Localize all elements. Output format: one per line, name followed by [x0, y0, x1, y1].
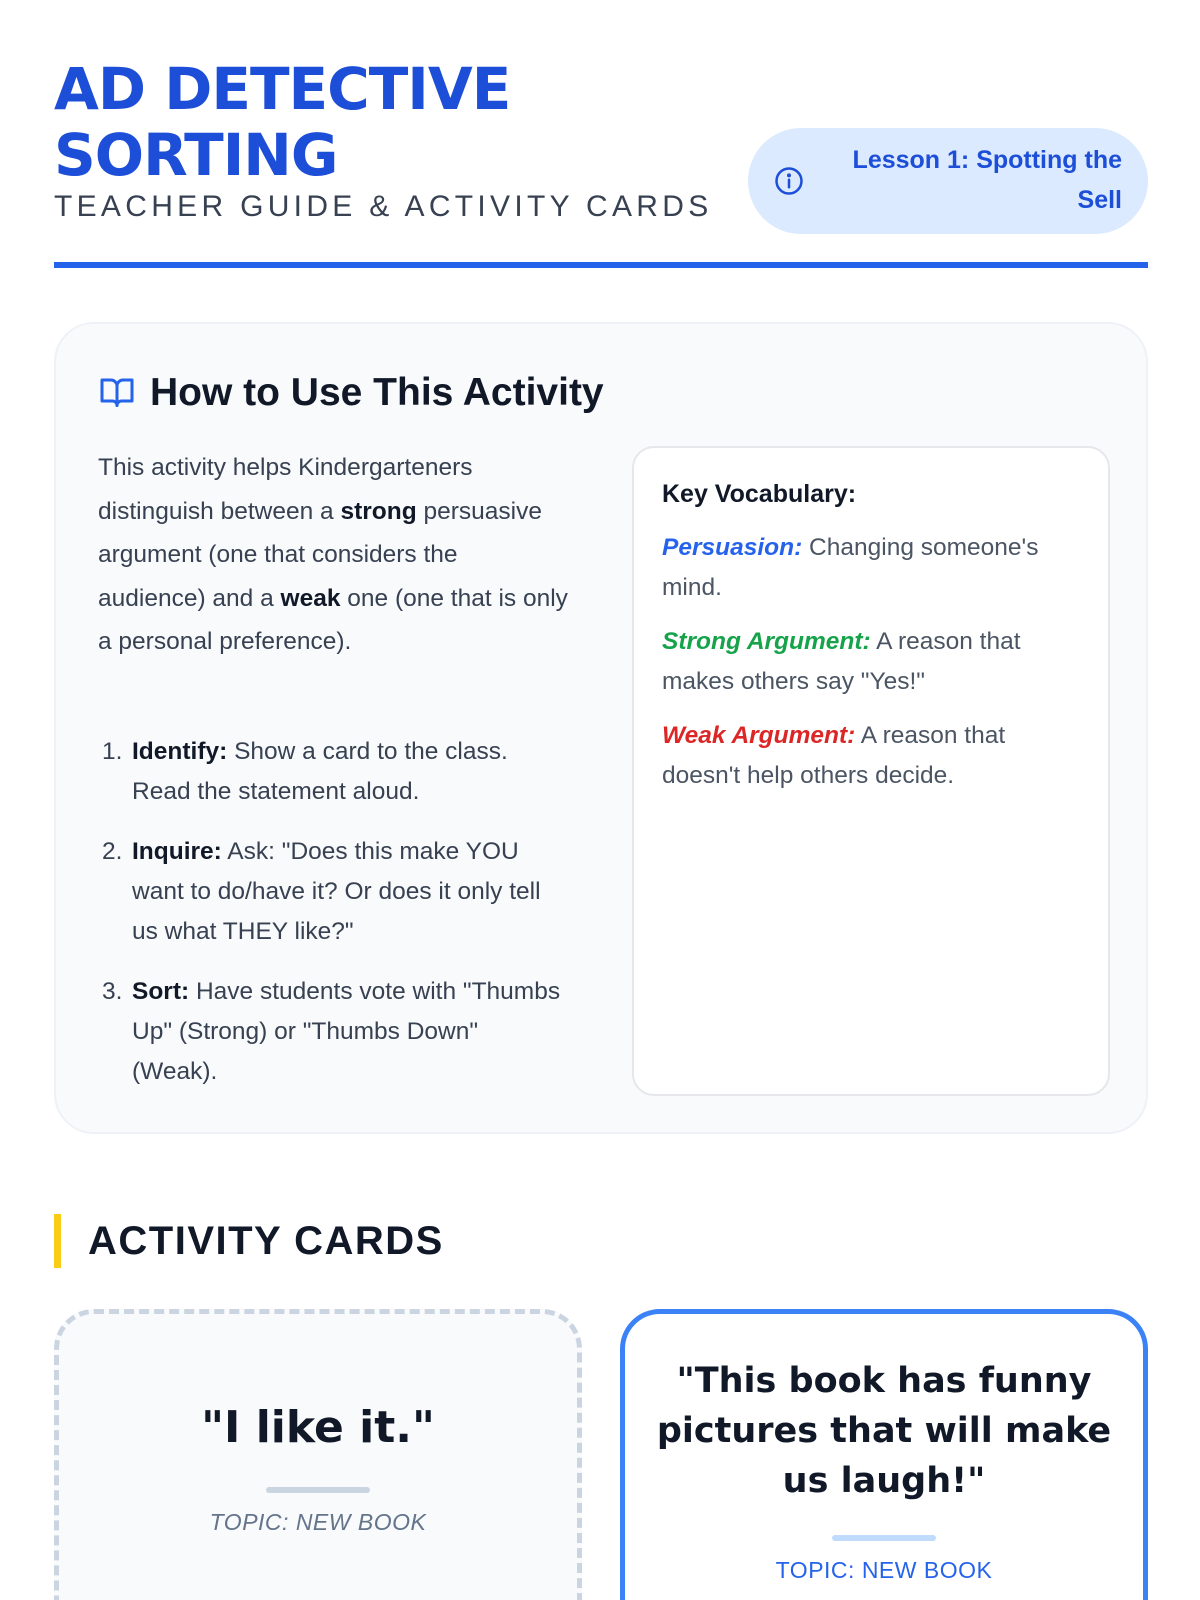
vocabulary-item [662, 528, 1082, 608]
vocabulary-box [632, 446, 1110, 1096]
page-subtitle: TEACHER GUIDE & ACTIVITY CARDS [54, 190, 713, 223]
vocabulary-title: Key Vocabulary: [662, 480, 857, 508]
step-item [98, 732, 568, 812]
step-number: 2. [102, 838, 123, 865]
step-label: Identify: [132, 738, 228, 765]
vocabulary-item [662, 622, 1082, 702]
step-text: Have students vote with "Thumbs Up" (Strong) or "Thumbs Down" (Weak). [132, 978, 561, 1085]
info-icon [774, 166, 804, 196]
step-number: 1. [102, 738, 123, 765]
step-item [98, 972, 568, 1092]
step-item [98, 832, 568, 952]
vocabulary-definition: Changing someone's mind. [662, 534, 1039, 601]
intro-strong-word: strong [340, 497, 417, 525]
section-accent-bar [54, 1214, 61, 1268]
open-book-icon [98, 374, 136, 410]
activity-card-weak[interactable] [54, 1309, 582, 1600]
intro-text: This activity helps Kindergarteners distinguish between a [98, 454, 473, 525]
card-quote: "This book has funny pictures that will make us laugh!" [656, 1361, 1112, 1501]
intro-text: one (one that is only a personal preference). [98, 584, 568, 655]
vocabulary-definition: A reason that makes others say "Yes!" [662, 628, 1021, 695]
vocabulary-term: Weak Argument: [662, 722, 856, 749]
vocabulary-item [662, 716, 1082, 796]
activity-card-strong[interactable] [620, 1309, 1148, 1600]
vocabulary-definition: A reason that doesn't help others decide. [662, 722, 1006, 789]
vocabulary-term: Strong Argument: [662, 628, 871, 655]
lesson-label: Lesson 1: Spotting the Sell [852, 146, 1122, 214]
vocabulary-term: Persuasion: [662, 534, 803, 561]
page-header [54, 56, 1148, 268]
step-number: 3. [102, 978, 123, 1005]
steps-list [98, 732, 568, 1112]
intro-text: persuasive argument (one that considers the audience) and a [98, 497, 542, 612]
how-to-title: How to Use This Activity [150, 371, 604, 414]
card-divider [832, 1535, 936, 1541]
intro-weak-word: weak [280, 584, 341, 612]
card-topic: TOPIC: NEW BOOK [209, 1509, 427, 1535]
step-label: Sort: [132, 978, 190, 1005]
how-to-panel [54, 322, 1148, 1134]
card-quote: "I like it." [201, 1402, 435, 1453]
page [54, 0, 1148, 1600]
lesson-badge [748, 128, 1148, 234]
card-divider [266, 1487, 370, 1493]
activity-cards-title: ACTIVITY CARDS [88, 1219, 444, 1263]
step-text: Show a card to the class. Read the statement aloud. [132, 738, 508, 805]
intro-paragraph [98, 446, 568, 664]
card-topic: TOPIC: NEW BOOK [775, 1557, 993, 1583]
page-title: AD DETECTIVE SORTING [54, 55, 511, 189]
step-text: Ask: "Does this make YOU want to do/have it? Or does it only tell us what THEY like?" [132, 838, 541, 945]
step-label: Inquire: [132, 838, 222, 865]
vocabulary-list [662, 528, 1082, 810]
